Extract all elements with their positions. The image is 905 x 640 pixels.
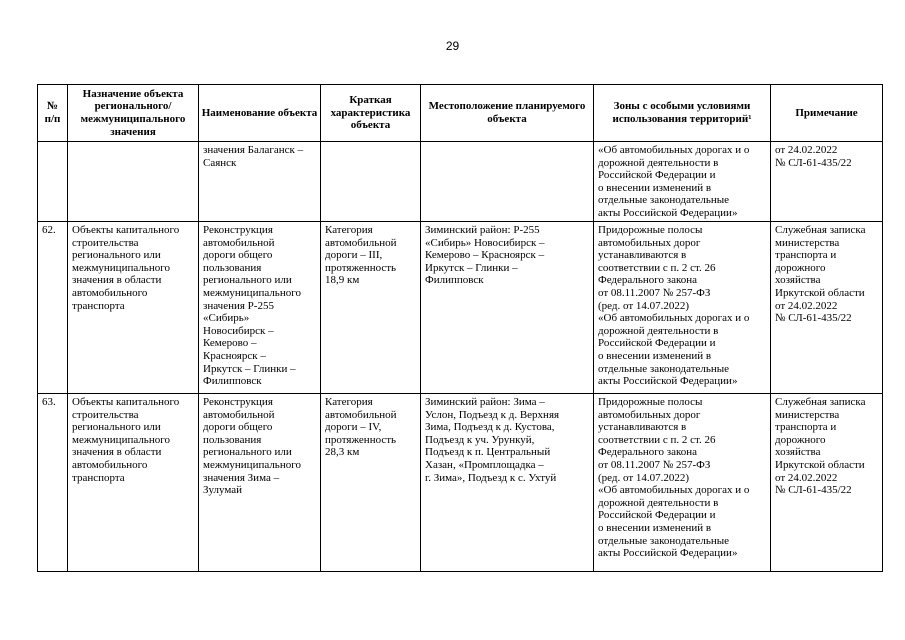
row-characteristic: Категория автомобильной дороги – III, протяженность 18,9 км (321, 222, 421, 394)
row-zones: Придорожные полосы автомобильных дорог устанавливаются в соответствии с п. 2 ст. 26 Федерального закона от 08.11.2007 № 257-ФЗ (ред. от 14.07.2022) «Об автомобильных дорогах и о дорожной деятельности в Российской Федерации и о внесении изменений в отдельные законодательные акты Российской Федерации» (594, 394, 771, 572)
row-number: 62. (38, 222, 68, 394)
row-number: 63. (38, 394, 68, 572)
table-row (38, 394, 883, 572)
header-purpose: Назначение объекта регионального/ межмуниципального значения (68, 85, 199, 142)
row-number (38, 142, 68, 222)
row-purpose: Объекты капитального строительства регионального или межмуниципального значения в области автомобильного транспорта (68, 222, 199, 394)
header-zones: Зоны с особыми условиями использования территорий¹ (594, 85, 771, 142)
row-characteristic: Категория автомобильной дороги – IV, протяженность 28,3 км (321, 394, 421, 572)
table-row (38, 222, 883, 394)
row-zones: Придорожные полосы автомобильных дорог устанавливаются в соответствии с п. 2 ст. 26 Федерального закона от 08.11.2007 № 257-ФЗ (ред. от 14.07.2022) «Об автомобильных дорогах и о дорожной деятельности в Российской Федерации и о внесении изменений в отдельные законодательные акты Российской Федерации» (594, 222, 771, 394)
header-name: Наименование объекта (199, 85, 321, 142)
row-note: Служебная записка министерства транспорта и дорожного хозяйства Иркутской области от 24.02.2022 № СЛ-61-435/22 (771, 394, 883, 572)
header-number: № п/п (38, 85, 68, 142)
row-location: Зиминский район: Р-255 «Сибирь» Новосибирск – Кемерово – Красноярск – Иркутск – Глинки – Филипповск (421, 222, 594, 394)
row-location (421, 142, 594, 222)
table-header-row (38, 85, 883, 142)
row-name: Реконструкция автомобильной дороги общего пользования регионального или межмуниципального значения Р-255 «Сибирь» Новосибирск – Кемерово – Красноярск – Иркутск – Глинки – Филипповск (199, 222, 321, 394)
row-note: от 24.02.2022 № СЛ-61-435/22 (771, 142, 883, 222)
row-zones: «Об автомобильных дорогах и о дорожной деятельности в Российской Федерации и о внесении изменений в отдельные законодательные акты Российской Федерации» (594, 142, 771, 222)
row-location: Зиминский район: Зима – Услон, Подъезд к д. Верхняя Зима, Подъезд к д. Кустова, Подъезд к уч. Урункуй, Подъезд к п. Центральный Хазан, «Промплощадка – г. Зима», Подъезд к с. Ухтуй (421, 394, 594, 572)
row-name: значения Балаганск – Саянск (199, 142, 321, 222)
row-purpose: Объекты капитального строительства регионального или межмуниципального значения в области автомобильного транспорта (68, 394, 199, 572)
page-number: 29 (445, 39, 460, 53)
header-note: Примечание (771, 85, 883, 142)
row-purpose (68, 142, 199, 222)
row-characteristic (321, 142, 421, 222)
row-name: Реконструкция автомобильной дороги общего пользования регионального или межмуниципального значения Зима – Зулумай (199, 394, 321, 572)
header-location: Местоположение планируемого объекта (421, 85, 594, 142)
row-note: Служебная записка министерства транспорта и дорожного хозяйства Иркутской области от 24.02.2022 № СЛ-61-435/22 (771, 222, 883, 394)
header-characteristic: Краткая характеристика объекта (321, 85, 421, 142)
objects-table (37, 84, 883, 572)
table-row (38, 142, 883, 222)
